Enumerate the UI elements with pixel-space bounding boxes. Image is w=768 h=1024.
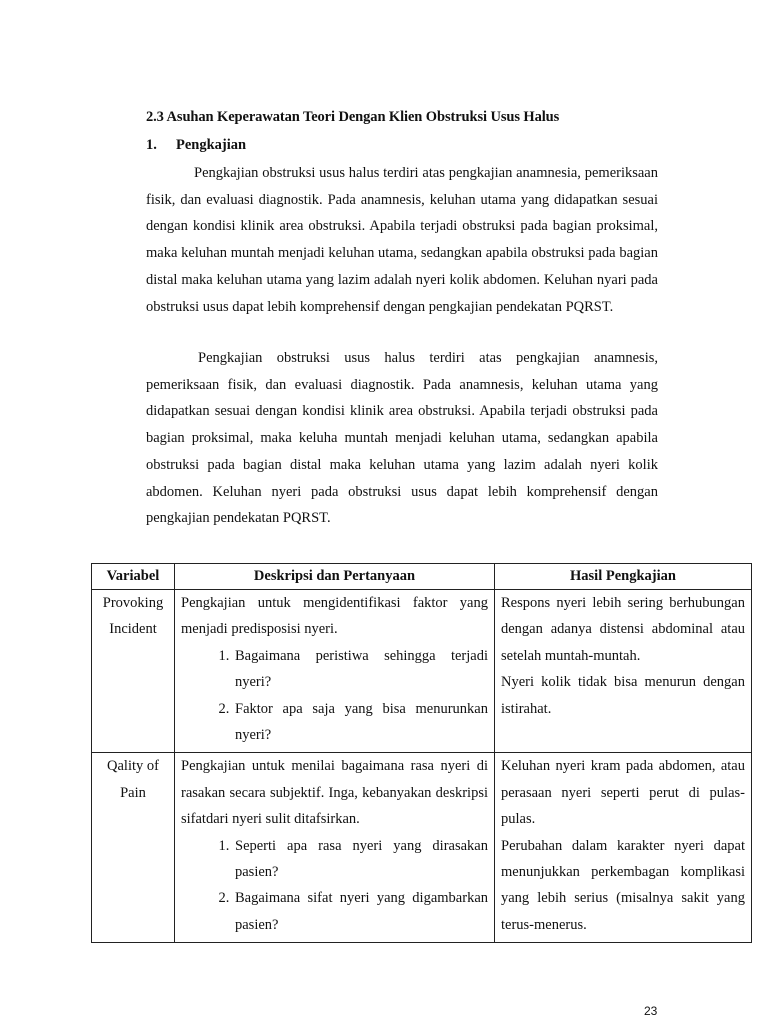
result-text: Keluhan nyeri kram pada abdomen, atau perasaan nyeri seperti perut di pulas-pulas. bbox=[501, 758, 745, 828]
result-cell bbox=[495, 590, 752, 753]
section-heading: 2.3 Asuhan Keperawatan Teori Dengan Klien Obstruksi Usus Halus bbox=[146, 109, 560, 125]
variable-cell: Provoking Incident bbox=[92, 590, 175, 753]
page-number: 23 bbox=[644, 1004, 658, 1018]
description-text: Pengkajian untuk mengidentifikasi faktor yang menjadi predisposisi nyeri. bbox=[181, 595, 488, 638]
question-item: 1. Seperti apa rasa nyeri yang dirasakan pasien? bbox=[233, 833, 488, 886]
question-item: 1. Bagaimana peristiwa sehingga terjadi nyeri? bbox=[233, 643, 488, 696]
paragraph: Pengkajian obstruksi usus halus terdiri atas pengkajian anamnesis, pemeriksaan fisik, dan evaluasi diagnostik. Pada anamnesis, keluhan utama yang didapatkan sesuai dengan kondisi klinik area obstruksi. Apabila terjadi obstruksi pada bagian proksimal, maka keluha muntah menjadi keluhan utama, sedangkan apabila obstruksi pada bagian distal maka keluhan utama yang lazim adalah nyeri kolik abdomen. Keluhan nyeri pada obstruksi usus dapat lebih komprehensif dengan pengkajian pendekatan PQRST. bbox=[146, 350, 658, 527]
subsection-heading bbox=[146, 137, 246, 154]
paragraph: Pengkajian obstruksi usus halus terdiri atas pengkajian anamnesia, pemeriksaan fisik, dan evaluasi diagnostik. Pada anamnesis, keluhan utama yang didapatkan sesuai dengan kondisi klinik area obstruksi. Apabila terjadi obstruksi pada bagian proksimal, maka keluhan muntah menjadi keluhan utama, sedangkan apabila obstruksi pada bagian distal maka keluhan utama yang lazim adalah nyeri kolik abdomen. Keluhan nyari pada obstruksi usus dapat lebih komprehensif dengan pengkajian pendekatan PQRST. bbox=[146, 165, 658, 315]
question-item: 2. Faktor apa saja yang bisa menurunkan nyeri? bbox=[233, 696, 488, 749]
column-header: Variabel bbox=[92, 564, 175, 590]
question-list bbox=[181, 643, 488, 749]
result-cell bbox=[495, 753, 752, 943]
subsection-number: 1. bbox=[146, 137, 157, 153]
result-text: Respons nyeri lebih sering berhubungan dengan adanya distensi abdominal atau setelah muntah-muntah. bbox=[501, 595, 745, 664]
description-cell bbox=[175, 590, 495, 753]
assessment-table bbox=[91, 563, 752, 943]
variable-cell: Qality of Pain bbox=[92, 753, 175, 943]
table-header-row bbox=[92, 564, 752, 590]
subsection-title: Pengkajian bbox=[176, 137, 247, 153]
column-header: Deskripsi dan Pertanyaan bbox=[175, 564, 495, 590]
result-text: Nyeri kolik tidak bisa menurun dengan istirahat. bbox=[501, 674, 745, 717]
result-text: Perubahan dalam karakter nyeri dapat menunjukkan perkembagan komplikasi yang lebih serius (misalnya sakit yang terus-menerus. bbox=[501, 837, 745, 933]
column-header: Hasil Pengkajian bbox=[495, 564, 752, 590]
description-text: Pengkajian untuk menilai bagaimana rasa nyeri di rasakan secara subjektif. Inga, kebanyakan deskripsi sifatdari nyeri sulit ditafsirkan. bbox=[181, 758, 488, 828]
question-item: 2. Bagaimana sifat nyeri yang digambarkan pasien? bbox=[233, 885, 488, 938]
description-cell bbox=[175, 753, 495, 943]
table-row bbox=[92, 590, 752, 753]
question-list bbox=[181, 833, 488, 939]
table-row bbox=[92, 753, 752, 943]
